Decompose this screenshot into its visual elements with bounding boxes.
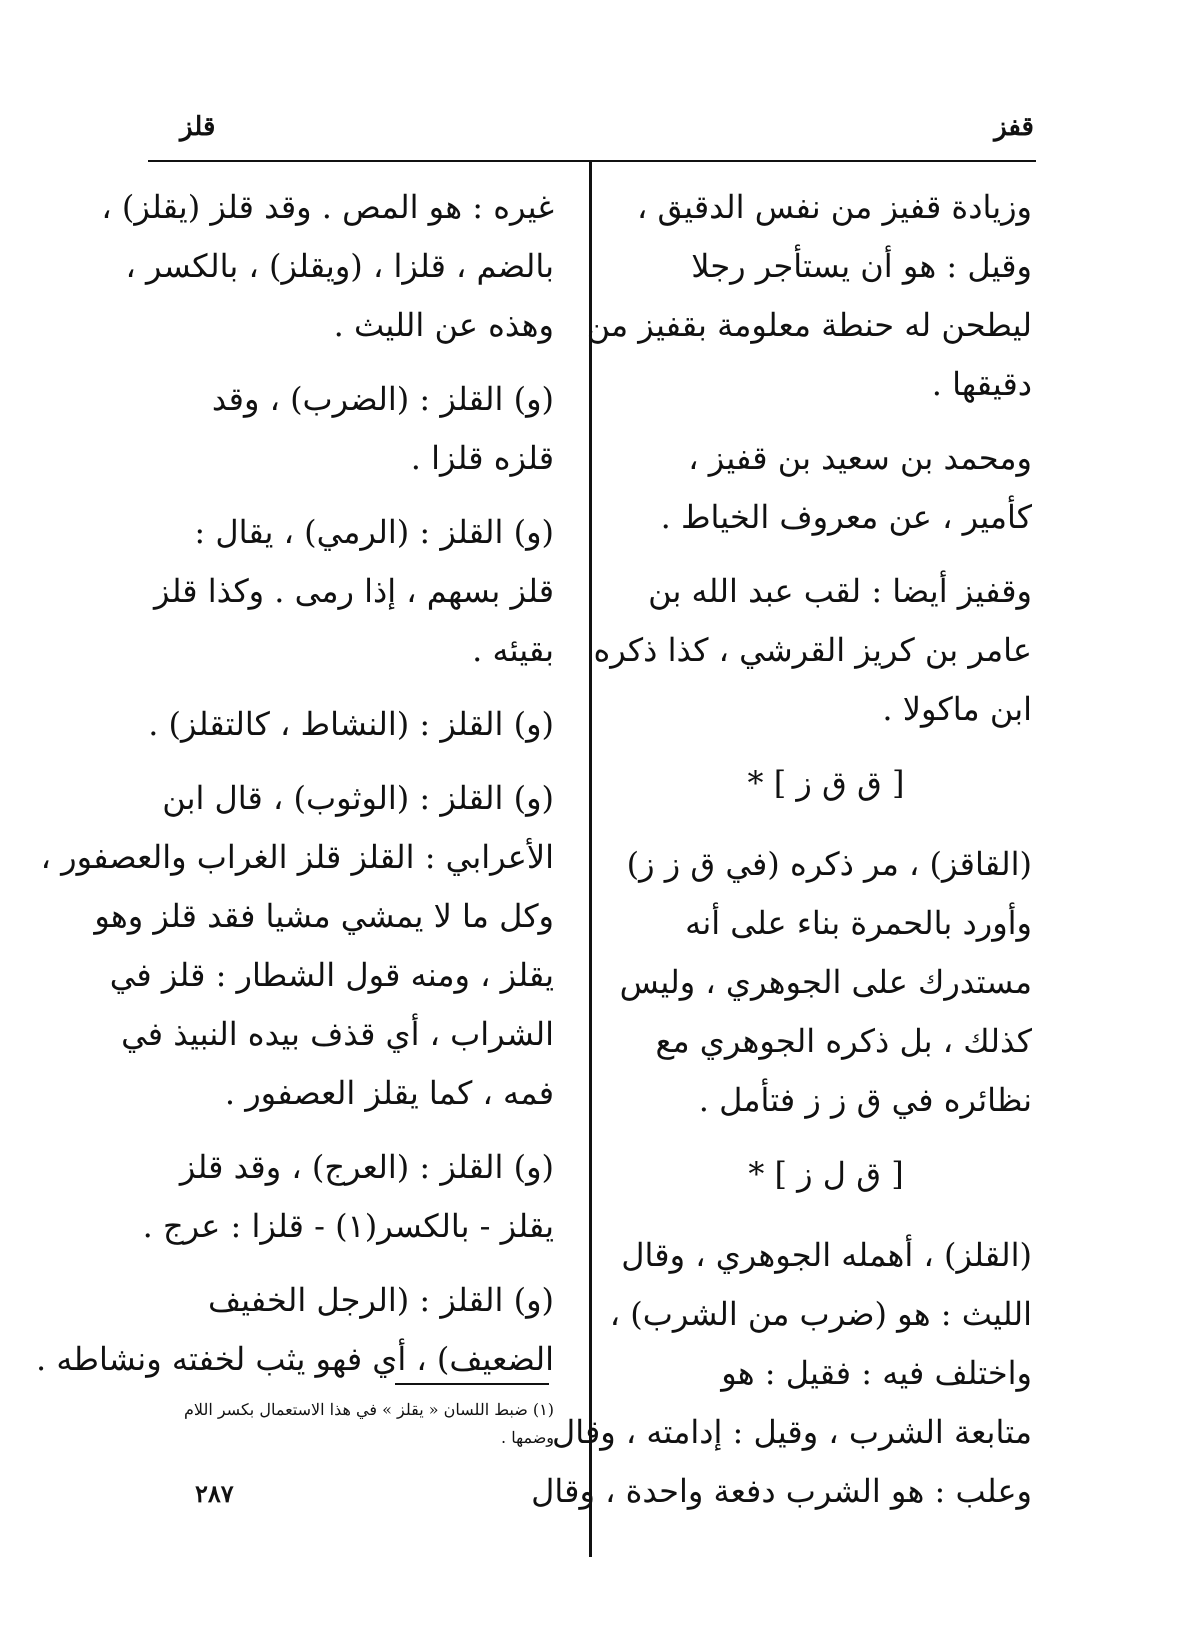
text-line: ابن ماكولا . [882,690,1032,728]
paragraph-qalz-ramy [142,503,554,680]
text-line: واختلف فيه : فقيل : هو [721,1354,1032,1392]
text-line: قلز بسهم ، إذا رمى . وكذا قلز [154,572,554,610]
paragraph-muhammad-bin-said [620,429,1032,547]
paragraph-qalz-darb [142,370,554,488]
running-head-left: قلز [180,112,216,142]
footnote-line: (١) ضبط اللسان « يقلز » في هذا الاستعمال بكسر اللام [183,1400,554,1419]
text-line: بقيئه . [472,631,554,669]
header-rule [148,160,1036,162]
text-line: (القاقز) ، مر ذكره (في ق ز ز) [626,845,1032,883]
text-line: كذلك ، بل ذكره الجوهري مع [655,1022,1032,1060]
text-line: ومحمد بن سعيد بن قفيز ، [688,439,1032,477]
footnote [142,1396,554,1452]
text-line: (و) القلز : (الضرب) ، وقد [211,380,554,418]
right-column [531,178,1032,1536]
footnote-rule [395,1383,549,1385]
text-line: (القلز) ، أهمله الجوهري ، وقال [621,1236,1032,1274]
text-line: (و) القلز : (الرجل الخفيف [207,1281,554,1319]
text-line: ليطحن له حنطة معلومة بقفيز من [586,306,1032,344]
text-line: (و) القلز : (العرج) ، وقد قلز [179,1148,554,1186]
text-line: وهذه عن الليث . [333,306,554,344]
text-line: الأعرابي : القلز قلز الغراب والعصفور ، [40,838,554,876]
text-line: الشراب ، أي قذف بيده النبيذ في [121,1015,554,1053]
column-divider [589,162,592,1557]
text-line: وعلب : هو الشرب دفعة واحدة ، وقال [531,1472,1032,1510]
text-line: (و) القلز : (الرمي) ، يقال : [194,513,554,551]
text-line: وكل ما لا يمشي مشيا فقد قلز وهو [94,897,554,935]
text-line: الضعيف) ، أي فهو يثب لخفته ونشاطه . [36,1340,554,1378]
text-line: دقيقها . [931,365,1032,403]
text-line: مستدرك على الجوهري ، وليس [619,963,1032,1001]
paragraph-qalz-araj [142,1138,554,1256]
paragraph-qafiz-laqab [593,562,1032,739]
text-line: يقلز - بالكسر(١) - قلزا : عرج . [142,1207,554,1245]
text-line: وقيل : هو أن يستأجر رجلا [691,247,1032,285]
left-column [36,178,554,1404]
paragraph-qalz-wuthub [40,769,554,1123]
paragraph-qalz-intro [531,1226,1032,1521]
text-line: الليث : هو (ضرب من الشرب) ، [609,1295,1032,1333]
text-line: وزيادة قفيز من نفس الدقيق ، [636,188,1032,226]
text-line: نظائره في ق ز ز فتأمل . [698,1081,1032,1119]
text-line: (و) القلز : (الوثوب) ، قال ابن [162,779,554,817]
paragraph-qaqiz [620,835,1032,1130]
text-line: (و) القلز : (النشاط ، كالتقلز) . [148,705,554,743]
text-line: غيره : هو المص . وقد قلز (يقلز) ، [101,188,554,226]
paragraph-qalz-continued [101,178,554,355]
paragraph-qalz-rajul [36,1271,554,1389]
text-line: قلزه قلزا . [410,439,554,477]
page-number: ٢٨٧ [195,1479,234,1508]
paragraph-qalz-nashat [142,695,554,754]
text-line: كأمير ، عن معروف الخياط . [660,498,1032,536]
footnote-line: وضمها . [501,1428,554,1447]
text-line: عامر بن كريز القرشي ، كذا ذكره [593,631,1032,669]
text-line: بالضم ، قلزا ، (ويقلز) ، بالكسر ، [125,247,554,285]
running-head-right: قفز [994,112,1034,142]
text-line: متابعة الشرب ، وقيل : إدامته ، وقال [551,1413,1032,1451]
text-line: يقلز ، ومنه قول الشطار : قلز في [109,956,554,994]
entry-heading-qqz: [ ق ق ز ] * [747,764,905,802]
text-line: فمه ، كما يقلز العصفور . [224,1074,554,1112]
entry-heading-qlz: [ ق ل ز ] * [748,1155,904,1193]
text-line: وقفيز أيضا : لقب عبد الله بن [648,572,1032,610]
paragraph-qafiz-definition [586,178,1032,414]
text-line: وأورد بالحمرة بناء على أنه [685,904,1032,942]
